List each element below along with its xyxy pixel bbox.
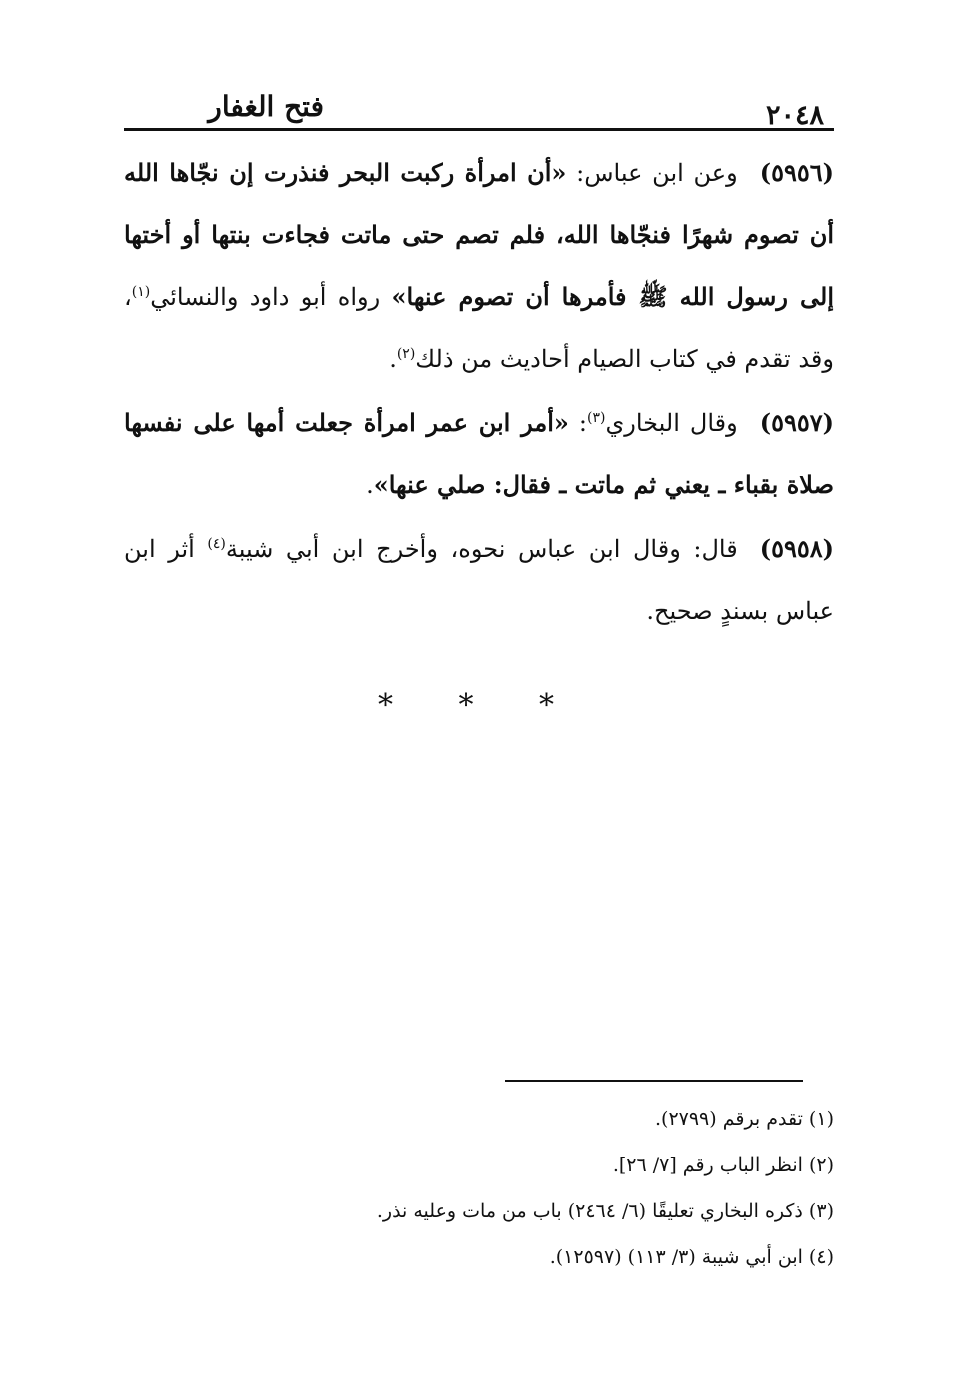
paragraph-end: . (366, 471, 374, 499)
footnote-2: (٢) انظر الباب رقم [٧/ ٢٦]. (612, 1154, 834, 1176)
hadith-number: (٥٩٥٦) (759, 158, 834, 187)
paragraph-source: رواه أبو داود والنسائي (150, 283, 392, 311)
main-text (124, 142, 834, 642)
running-title: فتح الغفار (208, 90, 324, 123)
paragraph-colon: : (568, 409, 587, 437)
paragraph-5956 (124, 142, 834, 390)
footnote-ref: (٣) (587, 410, 606, 426)
hadith-quote: «أمر ابن عمر امرأة جعلت أمها على نفسها صلاة بقباء ـ يعني ثم ماتت ـ فقال: صلي عنها» (124, 408, 834, 499)
page-number: ٢٠٤٨ (765, 100, 824, 131)
paragraph-5958 (124, 518, 834, 642)
paragraph-intro: وعن ابن عباس: (566, 159, 738, 187)
page-header (124, 84, 834, 131)
footnote-divider (505, 1080, 803, 1082)
paragraph-end: . (389, 345, 397, 373)
paragraph-intro: وقال البخاري (605, 409, 738, 437)
footnote-3: (٣) ذكره البخاري تعليقًا (٦/ ٢٤٦٤) باب من مات وعليه نذر. (376, 1200, 834, 1222)
hadith-number: (٥٩٥٧) (759, 408, 835, 437)
paragraph-note: ، وقد تقدم في كتاب الصيام أحاديث من ذلك (124, 283, 834, 373)
footnote-ref: (٢) (396, 346, 416, 362)
paragraph-5957 (124, 392, 834, 516)
section-separator: * * * (377, 688, 583, 723)
footnote-4: (٤) ابن أبي شيبة (٣/ ١١٣) (١٢٥٩٧). (549, 1246, 834, 1268)
paragraph-text: قال: وقال ابن عباس نحوه، وأخرج ابن أبي شيبة (225, 535, 738, 563)
hadith-quote: «أن امرأة ركبت البحر فنذرت إن نجّاها الله أن تصوم شهرًا فنجّاها الله، فلم تصم حتى ماتت فجاءت بنتها أو أختها إلى رسول الله ﷺ فأمرها أن تصوم عنها» (124, 158, 834, 311)
paragraph-text-end: أثر ابن عباس بسندٍ صحيح. (124, 535, 834, 625)
hadith-number: (٥٩٥٨) (759, 534, 834, 563)
footnote-ref: (٤) (207, 536, 226, 552)
footnote-1: (١) تقدم برقم (٢٧٩٩). (654, 1108, 834, 1130)
footnotes (124, 1096, 834, 1280)
footnote-ref: (١) (131, 284, 151, 300)
